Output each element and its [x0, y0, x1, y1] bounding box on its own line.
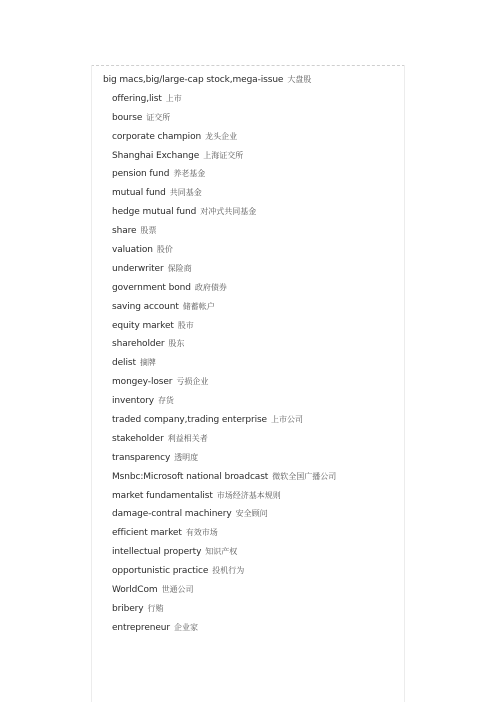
term-english: government bond [112, 282, 191, 293]
glossary-entry [92, 392, 406, 411]
glossary-entry [92, 335, 406, 354]
glossary-entry [92, 468, 406, 487]
term-chinese: 股市 [177, 320, 194, 330]
term-chinese: 安全顾问 [235, 509, 268, 519]
term-english: stakeholder [112, 433, 164, 444]
term-english: Msnbc:Microsoft national broadcast [112, 471, 269, 482]
glossary-entry [92, 600, 406, 619]
term-english: valuation [112, 245, 153, 256]
glossary-entry [92, 543, 406, 562]
glossary-entry [92, 581, 406, 600]
term-english: shareholder [112, 339, 165, 350]
glossary-entry [92, 90, 406, 109]
term-chinese: 对冲式共同基金 [200, 207, 257, 217]
glossary-entry [92, 524, 406, 543]
glossary-entry [92, 109, 406, 128]
term-chinese: 保险商 [167, 263, 192, 273]
term-english: Shanghai Exchange [112, 150, 200, 161]
term-english: intellectual property [112, 547, 202, 558]
term-english: big macs,big/large-cap stock,mega-issue [103, 75, 284, 85]
term-english: damage-contral machinery [112, 509, 232, 520]
glossary-entry [92, 505, 406, 524]
glossary-entry [92, 71, 406, 90]
term-english: hedge mutual fund [112, 207, 197, 218]
term-chinese: 市场经济基本规则 [216, 490, 281, 500]
term-english: saving account [112, 301, 179, 312]
term-english: mongey-loser [112, 377, 173, 388]
term-chinese: 证交所 [146, 112, 171, 122]
term-english: efficient market [112, 528, 182, 539]
term-english: delist [112, 358, 136, 369]
term-english: opportunistic practice [112, 566, 209, 577]
term-chinese: 投机行为 [212, 566, 245, 576]
term-english: entrepreneur [112, 622, 171, 633]
document-page [91, 65, 405, 702]
term-english: transparency [112, 452, 171, 463]
term-english: corporate champion [112, 131, 202, 142]
term-chinese: 股东 [168, 339, 185, 349]
term-chinese: 上市公司 [271, 415, 303, 425]
glossary-entry [92, 147, 406, 166]
term-english: mutual fund [112, 188, 166, 199]
glossary-entry [92, 354, 406, 373]
glossary-entry [92, 411, 406, 430]
glossary-entry [92, 487, 406, 506]
term-chinese: 利益相关者 [167, 433, 208, 443]
glossary-entry [92, 165, 406, 184]
glossary-entry [92, 298, 406, 317]
term-chinese: 行贿 [147, 603, 164, 613]
term-english: bribery [112, 603, 144, 614]
term-english: WorldCom [112, 585, 158, 596]
term-chinese: 储蓄帐户 [182, 301, 215, 311]
term-chinese: 摘牌 [139, 358, 156, 368]
term-chinese: 透明度 [174, 452, 199, 462]
term-chinese: 上海证交所 [203, 150, 244, 160]
term-chinese: 世通公司 [161, 585, 194, 595]
term-chinese: 大盘股 [287, 75, 312, 84]
term-chinese: 共同基金 [169, 188, 202, 198]
glossary-entry [92, 184, 406, 203]
term-english: equity market [112, 320, 174, 331]
glossary-entry [92, 241, 406, 260]
glossary-entry [92, 128, 406, 147]
term-english: traded company,trading enterprise [112, 415, 267, 426]
term-english: underwriter [112, 263, 164, 274]
term-chinese: 亏损企业 [176, 377, 209, 387]
term-chinese: 有效市场 [185, 528, 218, 538]
glossary-entry [92, 317, 406, 336]
term-english: pension fund [112, 169, 170, 180]
glossary-entry [92, 222, 406, 241]
glossary-entry [92, 619, 406, 638]
glossary-entry [92, 260, 406, 279]
glossary-entry [92, 373, 406, 392]
glossary-entry [92, 203, 406, 222]
term-chinese: 上市 [165, 93, 182, 103]
glossary-entry [92, 279, 406, 298]
term-chinese: 养老基金 [173, 169, 206, 179]
glossary-list [92, 71, 406, 638]
term-chinese: 知识产权 [205, 547, 238, 557]
term-chinese: 政府债券 [194, 282, 227, 292]
term-english: market fundamentalist [112, 490, 213, 501]
term-english: inventory [112, 396, 154, 407]
term-chinese: 股票 [140, 226, 157, 236]
term-english: share [112, 226, 137, 237]
glossary-entry [92, 449, 406, 468]
term-chinese: 龙头企业 [205, 131, 238, 141]
term-chinese: 企业家 [174, 622, 199, 632]
glossary-entry [92, 562, 406, 581]
term-english: bourse [112, 112, 143, 123]
term-chinese: 微软全国广播公司 [272, 471, 337, 481]
term-chinese: 存货 [157, 396, 174, 406]
term-chinese: 股价 [156, 245, 173, 255]
glossary-entry [92, 430, 406, 449]
term-english: offering,list [112, 93, 162, 104]
